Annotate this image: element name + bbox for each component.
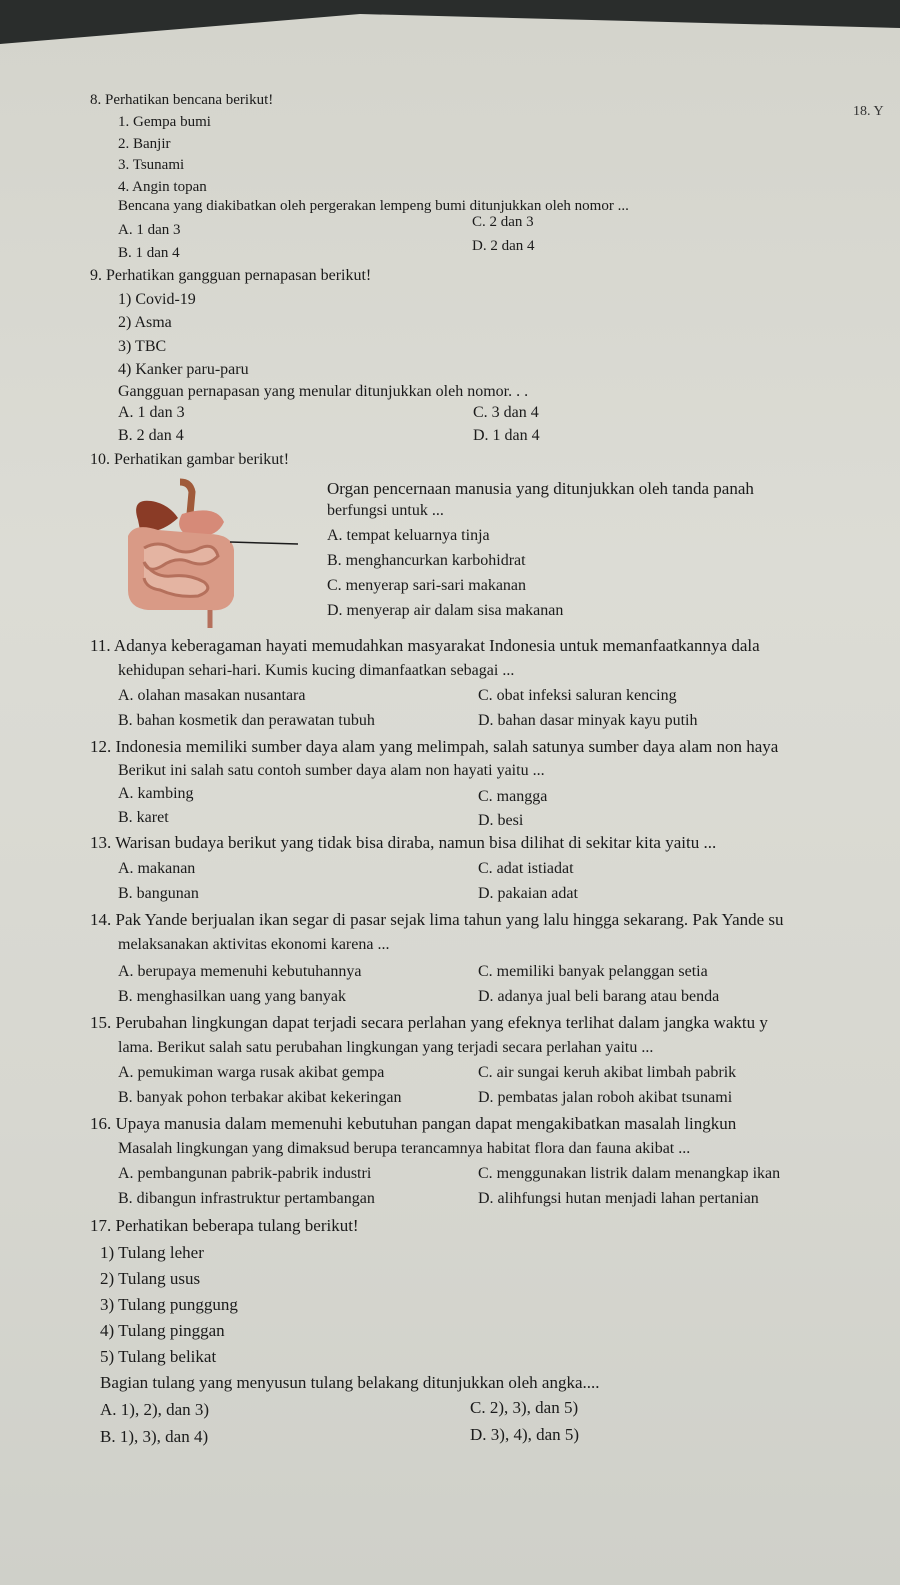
q13-option-c[interactable]: C. adat istiadat bbox=[478, 860, 574, 877]
q17-option-a[interactable]: A. 1), 2), dan 3) bbox=[100, 1400, 210, 1419]
q17-item: 2) Tulang usus bbox=[100, 1269, 201, 1288]
q15-option-b[interactable]: B. banyak pohon terbakar akibat kekeringan bbox=[118, 1089, 402, 1106]
q13-option-d[interactable]: D. pakaian adat bbox=[478, 885, 578, 902]
q14-option-b[interactable]: B. menghasilkan uang yang banyak bbox=[118, 988, 346, 1005]
q10-question-line2: berfungsi untuk ... bbox=[327, 502, 444, 519]
next-column-question-number: 18. Y bbox=[853, 104, 884, 119]
q8-option-d[interactable]: D. 2 dan 4 bbox=[472, 238, 535, 254]
q17-item: 1) Tulang leher bbox=[100, 1243, 204, 1262]
q11-option-c[interactable]: C. obat infeksi saluran kencing bbox=[478, 687, 677, 704]
q11-option-a[interactable]: A. olahan masakan nusantara bbox=[118, 687, 306, 704]
q9-option-a[interactable]: A. 1 dan 3 bbox=[118, 404, 185, 421]
q17-question: Bagian tulang yang menyusun tulang belakang ditunjukkan oleh angka.... bbox=[100, 1373, 600, 1392]
q17-option-d[interactable]: D. 3), 4), dan 5) bbox=[470, 1425, 580, 1444]
q8-item: 2. Banjir bbox=[118, 136, 171, 152]
q10-question-line1: Organ pencernaan manusia yang ditunjukkan oleh tanda panah bbox=[327, 479, 754, 498]
q11-option-d[interactable]: D. bahan dasar minyak kayu putih bbox=[478, 712, 698, 729]
digestive-system-illustration bbox=[118, 478, 303, 633]
q12-option-d[interactable]: D. besi bbox=[478, 812, 524, 829]
q8-option-c[interactable]: C. 2 dan 3 bbox=[472, 214, 534, 230]
q17-item: 3) Tulang punggung bbox=[100, 1295, 238, 1314]
q9-question: Gangguan pernapasan yang menular ditunjukkan oleh nomor. . . bbox=[118, 383, 529, 400]
q11-question-line2: kehidupan sehari-hari. Kumis kucing dimanfaatkan sebagai ... bbox=[118, 662, 515, 679]
q16-question-line2: Masalah lingkungan yang dimaksud berupa terancamnya habitat flora dan fauna akibat ... bbox=[118, 1140, 691, 1157]
q12-option-c[interactable]: C. mangga bbox=[478, 788, 548, 805]
q16-option-c[interactable]: C. menggunakan listrik dalam menangkap ikan bbox=[478, 1165, 781, 1182]
q8-item: 4. Angin topan bbox=[118, 179, 207, 195]
q17-item: 4) Tulang pinggan bbox=[100, 1321, 225, 1340]
q14-option-d[interactable]: D. adanya jual beli barang atau benda bbox=[478, 988, 720, 1005]
q14-question-line2: melaksanakan aktivitas ekonomi karena ... bbox=[118, 936, 390, 953]
q9-item: 2) Asma bbox=[118, 314, 172, 331]
q10-option-b[interactable]: B. menghancurkan karbohidrat bbox=[327, 552, 526, 569]
q15-question-line2: lama. Berikut salah satu perubahan lingkungan yang terjadi secara perlahan yaitu ... bbox=[118, 1039, 654, 1056]
q15-option-c[interactable]: C. air sungai keruh akibat limbah pabrik bbox=[478, 1064, 737, 1081]
q12-option-b[interactable]: B. karet bbox=[118, 809, 169, 826]
q8-title: 8. Perhatikan bencana berikut! bbox=[90, 92, 274, 108]
q9-title: 9. Perhatikan gangguan pernapasan berikut! bbox=[90, 267, 372, 284]
q8-question: Bencana yang diakibatkan oleh pergerakan lempeng bumi ditunjukkan oleh nomor ... bbox=[118, 198, 629, 214]
q16-option-a[interactable]: A. pembangunan pabrik-pabrik industri bbox=[118, 1165, 372, 1182]
q10-option-d[interactable]: D. menyerap air dalam sisa makanan bbox=[327, 602, 564, 619]
q14-question-line1: 14. Pak Yande berjualan ikan segar di pasar sejak lima tahun yang lalu hingga sekarang. Pak Yande su bbox=[90, 910, 784, 929]
q15-option-a[interactable]: A. pemukiman warga rusak akibat gempa bbox=[118, 1064, 385, 1081]
q10-option-a[interactable]: A. tempat keluarnya tinja bbox=[327, 527, 490, 544]
liver-shape bbox=[136, 501, 178, 532]
q14-option-a[interactable]: A. berupaya memenuhi kebutuhannya bbox=[118, 963, 362, 980]
q9-option-c[interactable]: C. 3 dan 4 bbox=[473, 404, 539, 421]
q11-option-b[interactable]: B. bahan kosmetik dan perawatan tubuh bbox=[118, 712, 375, 729]
q10-option-c[interactable]: C. menyerap sari-sari makanan bbox=[327, 577, 527, 594]
q15-question-line1: 15. Perubahan lingkungan dapat terjadi secara perlahan yang efeknya terlihat dalam jangka waktu y bbox=[90, 1013, 768, 1032]
q13-option-b[interactable]: B. bangunan bbox=[118, 885, 199, 902]
q17-title: 17. Perhatikan beberapa tulang berikut! bbox=[90, 1216, 359, 1235]
q13-option-a[interactable]: A. makanan bbox=[118, 860, 196, 877]
q12-question-line2: Berikut ini salah satu contoh sumber daya alam non hayati yaitu ... bbox=[118, 762, 545, 779]
q17-option-b[interactable]: B. 1), 3), dan 4) bbox=[100, 1427, 209, 1446]
q17-option-c[interactable]: C. 2), 3), dan 5) bbox=[470, 1398, 579, 1417]
q9-item: 1) Covid-19 bbox=[118, 291, 196, 308]
q13-question-line1: 13. Warisan budaya berikut yang tidak bisa diraba, namun bisa dilihat di sekitar kita yaitu ... bbox=[90, 833, 717, 852]
q8-item: 3. Tsunami bbox=[118, 157, 185, 173]
q12-option-a[interactable]: A. kambing bbox=[118, 785, 194, 802]
large-intestine-shape bbox=[128, 527, 234, 610]
pointer-arrow bbox=[230, 542, 298, 544]
q9-option-b[interactable]: B. 2 dan 4 bbox=[118, 427, 184, 444]
q9-item: 4) Kanker paru-paru bbox=[118, 361, 249, 378]
q10-title: 10. Perhatikan gambar berikut! bbox=[90, 451, 290, 468]
q17-item: 5) Tulang belikat bbox=[100, 1347, 217, 1366]
q8-option-b[interactable]: B. 1 dan 4 bbox=[118, 245, 180, 261]
q8-option-a[interactable]: A. 1 dan 3 bbox=[118, 222, 181, 238]
q16-option-b[interactable]: B. dibangun infrastruktur pertambangan bbox=[118, 1190, 375, 1207]
q16-option-d[interactable]: D. alihfungsi hutan menjadi lahan pertanian bbox=[478, 1190, 759, 1207]
q16-question-line1: 16. Upaya manusia dalam memenuhi kebutuhan pangan dapat mengakibatkan masalah lingkun bbox=[90, 1114, 737, 1133]
q14-option-c[interactable]: C. memiliki banyak pelanggan setia bbox=[478, 963, 708, 980]
q8-item: 1. Gempa bumi bbox=[118, 114, 211, 130]
q12-question-line1: 12. Indonesia memiliki sumber daya alam yang melimpah, salah satunya sumber daya alam non haya bbox=[90, 737, 779, 756]
q9-option-d[interactable]: D. 1 dan 4 bbox=[473, 427, 540, 444]
q11-question-line1: 11. Adanya keberagaman hayati memudahkan masyarakat Indonesia untuk memanfaatkannya dala bbox=[90, 636, 760, 655]
q9-item: 3) TBC bbox=[118, 338, 167, 355]
q15-option-d[interactable]: D. pembatas jalan roboh akibat tsunami bbox=[478, 1089, 733, 1106]
esophagus-shape bbox=[180, 482, 192, 514]
